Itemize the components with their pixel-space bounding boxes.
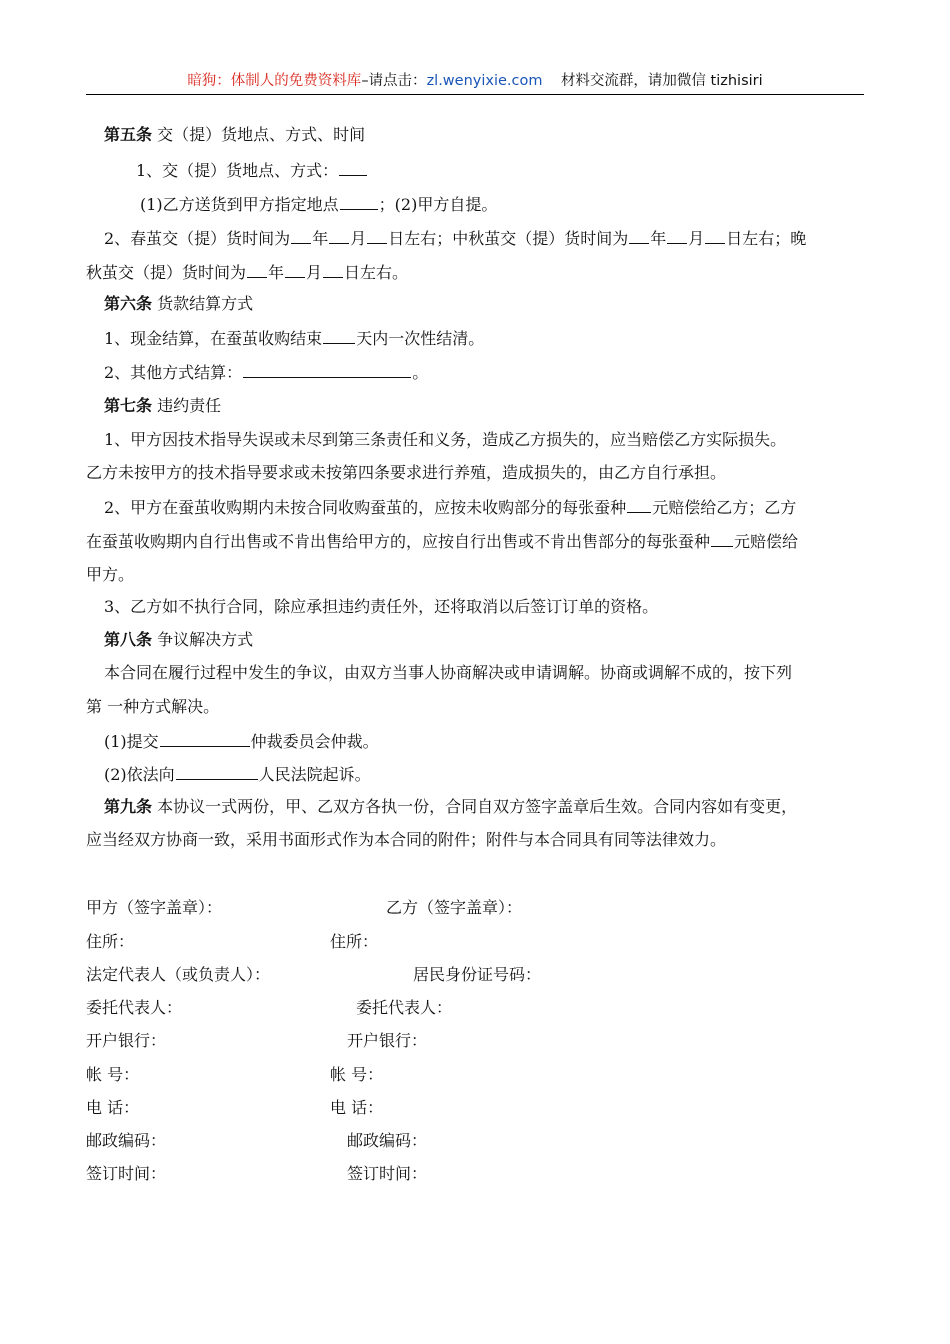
article-7-line-2: 乙方未按甲方的技术指导要求或未按第四条要求进行养殖，造成损失的，由乙方自行承担。 — [86, 463, 727, 482]
text: 月 — [688, 229, 705, 248]
text: ；(2)甲方自提。 — [378, 195, 498, 214]
article-9-title: 第九条 — [104, 797, 153, 816]
article-8-line-3 — [104, 730, 379, 753]
article-9-line-2: 应当经双方协商一致，采用书面形式作为本合同的附件；附件与本合同具有同等法律效力。 — [86, 830, 727, 849]
text: (1)乙方送货到甲方指定地点 — [140, 195, 339, 214]
article-8-line-1: 本合同在履行过程中发生的争议，由双方当事人协商解决或申请调解。协商或调解不成的，按下列 — [104, 663, 793, 682]
blank-field[interactable] — [627, 496, 651, 513]
article-5-line-3 — [104, 227, 806, 250]
blank-field[interactable] — [711, 530, 733, 547]
article-6-heading — [104, 293, 253, 315]
article-6-heading-text: 货款结算方式 — [157, 294, 254, 313]
text: 2、其他方式结算： — [104, 363, 243, 382]
text: 月 — [350, 229, 367, 248]
article-8-title: 第八条 — [104, 630, 153, 649]
sig-left-party: 甲方（签字盖章）： — [86, 898, 223, 917]
article-5-heading — [104, 124, 365, 146]
text: 2、春茧交（提）货时间为 — [104, 229, 291, 248]
article-5-line-4 — [86, 261, 408, 284]
text: 秋茧交（提）货时间为 — [86, 263, 247, 282]
article-5-heading-text: 交（提）货地点、方式、时间 — [157, 125, 366, 144]
text: 本协议一式两份，甲、乙双方各执一份，合同自双方签字盖章后生效。合同内容如有变更， — [157, 797, 798, 816]
sig-right-phone: 电 话： — [330, 1098, 384, 1117]
article-8-heading-text: 争议解决方式 — [157, 630, 254, 649]
blank-field[interactable] — [323, 261, 343, 278]
sig-left-phone: 电 话： — [86, 1098, 140, 1117]
article-9-line-1 — [104, 796, 797, 818]
article-7-line-1: 1、甲方因技术指导失误或未尽到第三条责任和义务，造成乙方损失的，应当赔偿乙方实际损失。 — [104, 430, 787, 449]
header-group: 材料交流群，请加微信 tizhisiri — [560, 73, 763, 89]
sig-left-address: 住所： — [86, 932, 135, 951]
article-7-heading-text: 违约责任 — [157, 396, 222, 415]
header-link[interactable]: zl.wenyixie.com — [426, 73, 543, 89]
sig-right-party: 乙方（签字盖章）： — [386, 898, 523, 917]
blank-field[interactable] — [247, 261, 267, 278]
article-8-heading — [104, 629, 253, 651]
article-7-title: 第七条 — [104, 396, 153, 415]
text: 月 — [306, 263, 323, 282]
sig-right-id-number: 居民身份证号码： — [413, 965, 542, 984]
sig-left-bank: 开户银行： — [86, 1031, 167, 1050]
blank-field[interactable] — [176, 763, 258, 780]
sig-right-bank: 开户银行： — [347, 1031, 428, 1050]
blank-field[interactable] — [367, 227, 387, 244]
article-5-title: 第五条 — [104, 125, 153, 144]
header-brand: 暗狗：体制人的免费资料库 — [187, 73, 362, 89]
text: 1、现金结算，在蚕茧收购结束 — [104, 329, 323, 348]
sig-right-address: 住所： — [330, 932, 379, 951]
blank-field[interactable] — [160, 730, 250, 747]
text: 年 — [268, 263, 285, 282]
text: 在蚕茧收购期内自行出售或不肯出售给甲方的，应按自行出售或不肯出售部分的每张蚕种 — [86, 532, 711, 551]
blank-field[interactable] — [323, 327, 355, 344]
text: 年 — [650, 229, 667, 248]
article-7-line-4 — [86, 530, 798, 553]
article-8-line-2: 第 一种方式解决。 — [86, 697, 220, 716]
article-6-title: 第六条 — [104, 294, 153, 313]
sig-left-postcode: 邮政编码： — [86, 1131, 167, 1150]
text: 人民法院起诉。 — [258, 765, 371, 784]
blank-field[interactable] — [243, 361, 411, 378]
sig-left-date: 签订时间： — [86, 1164, 167, 1183]
text: (1)提交 — [104, 732, 159, 751]
article-6-line-1 — [104, 327, 484, 350]
blank-field[interactable] — [329, 227, 349, 244]
article-7-line-5: 甲方。 — [86, 565, 135, 584]
text: 元赔偿给乙方；乙方 — [652, 498, 797, 517]
text: 仲裁委员会仲裁。 — [250, 732, 379, 751]
text: 2、甲方在蚕茧收购期内未按合同收购蚕茧的，应按未收购部分的每张蚕种 — [104, 498, 627, 517]
blank-field[interactable] — [629, 227, 649, 244]
text: (2)依法向 — [104, 765, 175, 784]
sig-right-postcode: 邮政编码： — [347, 1131, 428, 1150]
sig-left-representative: 法定代表人（或负责人）： — [86, 965, 271, 984]
sig-right-date: 签订时间： — [347, 1164, 428, 1183]
sig-left-agent: 委托代表人： — [86, 998, 183, 1017]
blank-field[interactable] — [291, 227, 311, 244]
text: 年 — [312, 229, 329, 248]
text: 日左右；晚 — [726, 229, 807, 248]
sig-right-agent: 委托代表人： — [356, 998, 453, 1017]
header-prompt: –请点击： — [361, 73, 427, 89]
article-7-heading — [104, 395, 221, 417]
article-8-line-4 — [104, 763, 371, 786]
text: 日左右；中秋茧交（提）货时间为 — [388, 229, 629, 248]
text: 元赔偿给 — [734, 532, 799, 551]
blank-field[interactable] — [285, 261, 305, 278]
article-5-line-2 — [140, 193, 497, 216]
text: 1、交（提）货地点、方式： — [136, 161, 339, 180]
sig-left-account: 帐 号： — [86, 1065, 140, 1084]
article-5-line-1 — [136, 159, 368, 182]
sig-right-account: 帐 号： — [330, 1065, 384, 1084]
article-7-line-6: 3、乙方如不执行合同，除应承担违约责任外，还将取消以后签订订单的资格。 — [104, 597, 659, 616]
article-7-line-3 — [104, 496, 796, 519]
blank-field[interactable] — [339, 159, 367, 176]
text: 天内一次性结清。 — [356, 329, 485, 348]
text: 日左右。 — [344, 263, 409, 282]
text: 。 — [412, 363, 429, 382]
article-6-line-2 — [104, 361, 428, 384]
blank-field[interactable] — [667, 227, 687, 244]
blank-field[interactable] — [705, 227, 725, 244]
blank-field[interactable] — [340, 193, 378, 210]
page-header — [86, 70, 864, 95]
